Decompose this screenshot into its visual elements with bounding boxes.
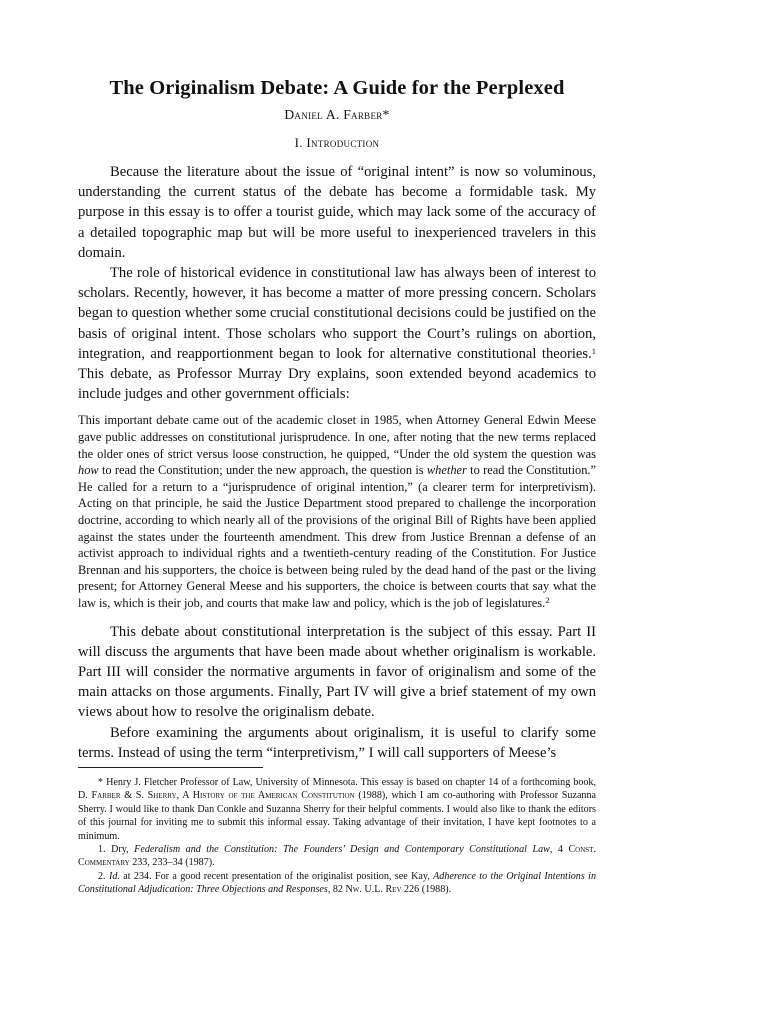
footnote-2 (78, 870, 596, 897)
footnote-text: * Henry J. Fletcher Professor of Law, University of Minnesota. This essay is based on chapter 14 of a forthcoming book, (98, 777, 596, 788)
paragraph-3: This debate about constitutional interpretation is the subject of this essay. Part II will discuss the arguments that have been made about whether originalism is workable. Part III will consider the normative arguments in favor of originalism and some of the main attacks on those arguments. Finally, Part IV will give a brief statement of my own views about how to resolve the originalism debate. (78, 623, 596, 721)
block-quote (78, 412, 596, 611)
quote-text: to read the Constitution.” He called for a return to a “jurisprudence of original intention,” (a clearer term for interpretivism). Acting on that principle, he said the Justice Department stood prepared to challenge the incorporation doctrine, according to which nearly all of the provisions of the original Bill of Rights have been applied against the states under the fourteenth amendment. This drew from Justice Brennan a defense of an activist approach to individual rights and a twentieth-century reading of the Constitution. For Justice Brennan and his supporters, the choice is between being ruled by the dead hand of the past or the living present; for Attorney General Meese and his supporters, the choice is between courts that say what the law is, which is their job, and courts that make law and policy, which is the job of legislatures. (78, 463, 596, 610)
footnote-text: 226 (1988). (401, 884, 452, 896)
footnote-ref-2: 2 (545, 594, 550, 605)
quote-emphasis-whether: whether (426, 463, 467, 478)
footnote-text: , 82 (327, 884, 346, 896)
footnote-title: Federalism and the Constitution: The Founders’ Design and Contemporary Constitutional Law (134, 844, 550, 856)
footnote-text: 2. (98, 870, 109, 882)
footnotes (78, 776, 596, 897)
footnote-title: Adherence to the Original Intentions in Constitutional Adjudication: Three Objections and Responses (78, 870, 596, 896)
paragraph-1: Because the literature about the issue of “original intent” is now so voluminous, understanding the current status of the debate has become a formidable task. My purpose in this essay is to offer a tourist guide, which may lack some of the accuracy of a detailed topographic map but will be more useful to inexperienced travelers in this domain. (78, 164, 596, 261)
footnote-citation: Const. Commentary (78, 844, 596, 869)
paragraph-2 (78, 263, 596, 404)
quote-text: This important debate came out of the academic closet in 1985, when Attorney General Edwin Meese gave public addresses on constitutional jurisprudence. In one, after noting that the new terms replaced the older ones of strict versus loose construction, he quipped, “Under the old system the question was (78, 413, 596, 461)
footnote-text: 233, 233–34 (1987). (129, 857, 215, 869)
footnote-star (78, 776, 596, 843)
footnote-text: at 234. For a good recent presentation of the originalist position, see Kay, (119, 870, 434, 882)
footnote-text: 1. Dry, (98, 844, 135, 856)
footnote-citation: D. Farber & S. Sherry, A History of the American Constitution (78, 790, 355, 802)
paragraph-2-text: The role of historical evidence in constitutional law has always been of interest to scholars. Recently, however, it has become a matter of more pressing concern. Scholars began to question whether some crucial constitutional decisions could be justified on the basis of original intent. Those scholars who support the Court’s rulings on abortion, integration, and reapportionment began to look for alternative constitutional theories. (78, 265, 596, 362)
footnote-citation: Nw. U.L. Rev (345, 884, 402, 896)
footnote-1 (78, 843, 596, 870)
footnote-separator (78, 767, 263, 768)
footnote-text: (1988), which I am co-authoring with Professor Suzanna Sherry. I would like to thank Dan Conkle and Suzanna Sherry for their helpful comments. I would also like to thank the editors of this journal for inviting me to submit this informal essay. Taking advantage of their invitation, I have kept footnotes to a minimum. (78, 790, 596, 842)
quote-emphasis-how: how (78, 463, 99, 478)
paragraph-4: Before examining the arguments about originalism, it is useful to clarify some terms. Instead of using the term “interpretivism,” I will call supporters of Meese’s (78, 724, 596, 761)
footnote-text: , 4 (549, 844, 569, 856)
footnote-ref-1: 1 (591, 345, 596, 356)
author-line: Daniel A. Farber* (284, 107, 390, 122)
quote-text: to read the Constitution; under the new approach, the question is (98, 463, 427, 478)
section-heading: I. Introduction (294, 135, 380, 150)
footnote-id: Id. (108, 870, 120, 882)
paragraph-2-end: This debate, as Professor Murray Dry explains, soon extended beyond academics to include judges and other government officials: (78, 366, 596, 403)
article-title: The Originalism Debate: A Guide for the Perplexed (109, 77, 565, 99)
